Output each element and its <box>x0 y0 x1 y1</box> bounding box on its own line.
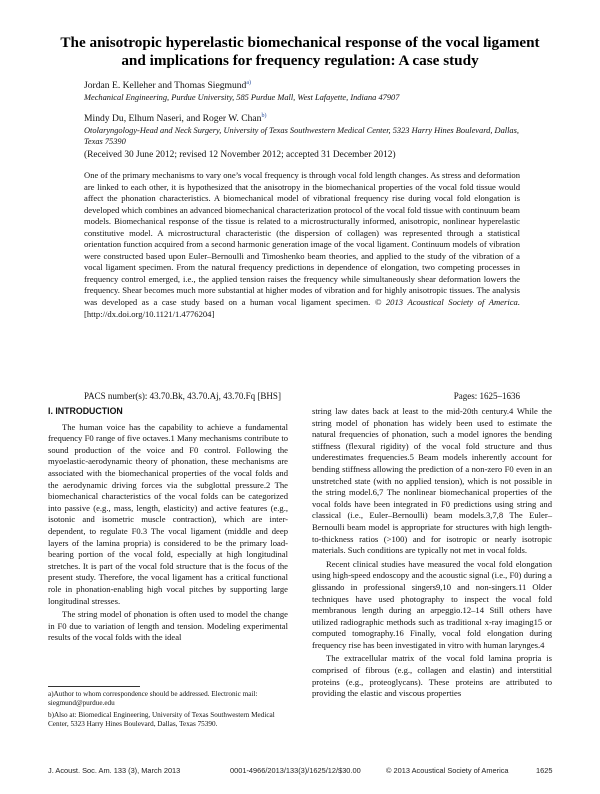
intro-paragraph-4: Recent clinical studies have measured the vocal fold elongation using high-speed endoscopy and the acoustic signal (i.e., F0) during a glissando in professional singers9,10 and non-singers.11 Older techniques have used photography to inspect the vocal fold membranous length during an arpeggio.12–14 Still others have utilized radiographic methods such as traditional x-ray imaging15 or computed tomography.16 Finally, vocal fold elongation during frequency rise has been investigated in vitro with human larynges.4 <box>312 558 552 650</box>
paper-title: The anisotropic hyperelastic biomechanical response of the vocal ligament and implications for frequency regulation: A case study <box>60 34 540 69</box>
right-column <box>312 406 552 700</box>
copyright-line: © 2013 Acoustical Society of America. <box>374 297 520 308</box>
intro-paragraph-3: string law dates back at least to the mid-20th century.4 While the string model of phonation has widely been used to estimate the natural frequencies of phonation, such a model ignores the bending stiffness (flexural rigidity) of the vocal fold structure and thus underestimates frequencies.5 Beam models inherently account for bending stiffness allowing the prediction of a non-zero F0 even in an unstretched state (with no applied tension), which is not possible in the string model.6,7 The nonlinear biomechanical properties of the vocal folds have been integrated in F0 predictions using string and classical (i.e., Euler–Bernoulli) beam models.3,7,8 The Euler–Bernoulli beam model is appropriate for structures with high length-to-thickness ratios (>100) and for isotropic or nearly isotropic materials. Such conditions are typically not met in vocal folds. <box>312 406 552 556</box>
left-column <box>48 406 288 644</box>
pacs-numbers: PACS number(s): 43.70.Bk, 43.70.Aj, 43.70.Fq [BHS] <box>84 391 281 401</box>
intro-paragraph-5: The extracellular matrix of the vocal fold lamina propria is comprised of fibrous (e.g., collagen and elastin) and interstitial proteins (e.g., proteoglycans). These proteins are attributed to providing the elastic and viscous properties <box>312 653 552 699</box>
author-mark-2[interactable]: b) <box>261 113 267 119</box>
section-heading: I. INTRODUCTION <box>48 406 123 416</box>
intro-paragraph-1: The human voice has the capability to achieve a fundamental frequency F0 range of five octaves.1 Many mechanisms contribute to sound production of the voice and F0 control. Following the myoelastic-aerodynamic theory of phonation, these mechanisms are associated with the biomechanical properties of the vocal folds and the aerodynamic driving forces via the subglottal pressure.2 The biomechanical characteristics of the vocal folds can be categorized into passive (e.g., mass, length, elasticity) and active features (e.g., isotonic and isometric muscle contraction), which are inter-dependent, to regulate F0.3 The vocal ligament (middle and deep layers of the lamina propria) is considered to be the primary load-bearing portion of the vocal fold, especially at high longitudinal stretches. It is part of the vocal fold structure that is the focus of the present study. Therefore, the vocal ligament has a critical functional role in phonation-enabling high vocal pitches by supporting large longitudinal stresses. <box>48 421 288 606</box>
pacs-line <box>84 391 520 401</box>
doi-link[interactable]: [http://dx.doi.org/10.1121/1.4776204] <box>84 308 215 319</box>
footer-society: © 2013 Acoustical Society of America <box>386 766 509 775</box>
page-range: Pages: 1625–1636 <box>453 391 520 401</box>
footer-journal: J. Acoust. Soc. Am. 133 (3), March 2013 <box>48 766 181 775</box>
author-names-2: Mindy Du, Elhum Naseri, and Roger W. Chan <box>84 113 262 125</box>
abstract-text: One of the primary mechanisms to vary one’s vocal frequency is through vocal fold length changes. As stress and deformation are linked to each other, it is hypothesized that the anisotropy in the biomechanical properties of the vocal fold tissue would affect the phonation characteristics. A biomechanical model of vibrational frequency rise during vocal fold elongation is developed which combines an advanced biomechanical characterization protocol of the vocal fold tissue with continuum beam models. Biomechanical response of the tissue is related to a microstructurally informed, anisotropic, nonlinear hyperelastic constitutive model. A microstructural characteristic (the dispersion of collagen) was represented through a statistical orientation function acquired from a second harmonic generation image of the vocal ligament. Continuum models of vibration were constructed based upon Euler–Bernoulli and Timoshenko beam theories, and applied to the study of the vibration of a vocal ligament specimen. From the natural frequency predictions in dependence of elongation, two competing processes in frequency control emerged, i.e., the applied tension raises the frequency while simultaneously shear deformation lowers the frequency. Shear becomes much more substantial at higher modes of vibration and for highly anisotropic tissues. The analysis was developed as a case study based on a human vocal ligament specimen. <box>84 170 520 308</box>
intro-paragraph-2: The string model of phonation is often used to model the change in F0 due to variation of length and tension. Modeling experimental results of the vocal folds with the ideal <box>48 609 288 643</box>
footnote-a: a)Author to whom correspondence should be addressed. Electronic mail: siegmund@purdue.edu <box>48 690 258 708</box>
author-affiliation-2: Otolaryngology-Head and Neck Surgery, University of Texas Southwestern Medical Center, 5323 Harry Hines Boulevard, Dallas, Texas 75390 <box>84 126 519 147</box>
abstract <box>84 170 520 320</box>
author-block-1 <box>84 77 524 103</box>
footer-code: 0001-4966/2013/133(3)/1625/12/$30.00 <box>230 766 361 775</box>
author-mark-1[interactable]: a) <box>246 80 252 86</box>
footer-page-number: 1625 <box>536 766 553 775</box>
author-affiliation-1: Mechanical Engineering, Purdue University, 585 Purdue Mall, West Lafayette, Indiana 47907 <box>84 93 400 103</box>
author-block-2 <box>84 110 524 147</box>
author-names-1: Jordan E. Kelleher and Thomas Siegmund <box>84 80 247 92</box>
footnotes <box>48 690 288 731</box>
received-dates: (Received 30 June 2012; revised 12 November 2012; accepted 31 December 2012) <box>84 150 396 160</box>
footnote-b: b)Also at: Biomedical Engineering, University of Texas Southwestern Medical Center, 5323 Harry Hines Boulevard, Dallas, Texas 75390. <box>48 710 275 728</box>
footnote-divider <box>48 686 140 687</box>
